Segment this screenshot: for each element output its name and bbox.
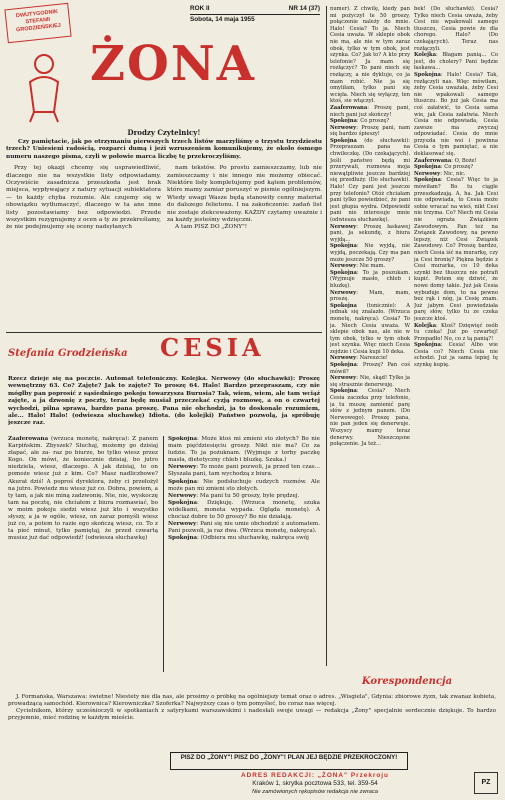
paragraph: Kolejka: Błagam panią... Co jest, do cholery? Pani będzie łaskawa...	[414, 52, 498, 72]
paragraph: Spokojna: Proszę? Pan coś mówił?	[330, 362, 410, 375]
paragraph: Zaaferowana: O, Boże!	[414, 157, 477, 164]
paragraph: Spokojna (do słuchawki): Przepraszam pana na chwileczkę. (Do czekających). Jeśli państwo będą mi przerywali, rozmowa moja niewątpliwie jeszcze bardziej się przedłuży. (Do słuchawki). Halo! Czy pani jest jeszcze przy telefonie? Otóż chciałam pani tylko powiedzieć, że pani jest głupia wydra. Odpowiedź pani nie interesuje mnie (odwiesza słuchawkę).	[330, 137, 410, 223]
paragraph: Nerwowy: Mam, mam, proszę.	[330, 289, 410, 303]
paragraph: Zaaferowana: Proszę pani, niech pani już skończy!	[330, 104, 410, 118]
article-author: Stefania Grodzieńska	[8, 348, 128, 359]
issue-number: NR 14 (37)	[288, 5, 320, 12]
editorial-address	[170, 772, 460, 796]
paragraph: Spokojna: Cesia! Albo wie Cesia co? Niech Cesia nie schodzi. Już ja sama lepiej tę szynkę kupię.	[414, 342, 498, 369]
paragraph: Nerwowy: Nie, skąd! Tylko ja się strasznie denerwuję.	[330, 375, 410, 388]
paragraph: Cycielnikom, którzy ucześnioczyli w spotkaniach z satyrykami warszawskimi i nadesłali swoje uwagi — redakcja „Żony" specjalnie serdecznie dziękuje. To bardzo przyjemnie, mieć rodzinę w każdym mieście.	[8, 708, 496, 721]
paragraph: Spokojna: Cesia? Niech Cesia zaczeka przy telefonie, ja tu muszę zamienić parę słów z jednym panem. (Do Nerwowego). Proszę pana, nie pan jeden się denerwuje. Wszyscy mamy teraz denerwy. Nieszczęsne połączenie. Ja też...	[330, 388, 410, 448]
paragraph: Spokojna: Nie wyjdą, nie wyjdą, poczekają. Czy ma pan może jeszcze 50 groszy?	[330, 243, 410, 263]
article-column-a	[8, 436, 158, 676]
correspondence-heading: Korespondencja	[361, 676, 453, 687]
article-title: CESIA	[160, 333, 265, 362]
paragraph: Nerwowy: Proszę pani, nam się bardzo śpieszy!	[330, 124, 410, 138]
paragraph: Nerwowy: Proszę łaskawej pani, ja sekundę, z biura wyjdą...	[330, 223, 410, 243]
woman-figure-illustration	[20, 52, 68, 124]
intro-heading: Drodzy Czytelnicy!	[127, 128, 201, 137]
intro-signature: A tam PISZ DO „ŻONY"!	[175, 224, 248, 231]
correspondence-body	[8, 694, 496, 750]
paragraph: Spokojna: To ja poszukam. (Wyjmuje masło, chleb i bluzkę).	[330, 269, 410, 289]
column-rule	[163, 436, 164, 672]
paragraph: Spokojna: Co proszę?	[330, 118, 390, 125]
magazine-logo: ŻONA	[90, 36, 256, 92]
paragraph: Spokojna: (Odbiera mu słuchawkę, nakręca swój	[168, 535, 309, 542]
paragraph: Zaaferowana (wrzuca monetę, nakręca): Z panem Karpińskim. Zbyszek? Słuchaj, możemy go dzisiaj złapać, ale za- raz po biurze, bo tylko wiesz przez Kogo. On mówi, że koniecznie dzisiaj, bo jutro niedziela, wiesz, dlaczego. A jak dzisiaj, to on pomoże wiesz już z kim. Co? Masz nadliczbowe? Akurat dziś! A poproś dyrektora, żeby ci przełożył na jutro. Powiedz mu wiesz już co. Dobra, powiem, a ty tam, a jak nie miną zadzwonię. Nie, nie, wyskoczę tam na pocztę, nie chciałem z biura rozmawiać, bo w moim pokoju siedzi wiesz już kto i wszystko słyszy, a ja w ogóle, wiesz, on zaraz pomyśli wiesz już co, a potem to razie ego skończą wiesz, co. To z ta pieć minut, tylko pamiętaj, że przed czwartą musisz już dać odpowiedź! (odwiesza słuchawkę)	[8, 436, 158, 542]
paragraph: Nerwowy: Pani się nie umie obchodzić z automatem. Pani pozwoli, ja raz dwa. (Wrzuca monetę, nakręca).	[168, 521, 320, 535]
article-column-d	[414, 6, 498, 674]
paragraph: Spokojna: Co proszę?	[414, 164, 474, 171]
weekly-badge: DWUTYGODNIK STEFANII GRODZIEŃSKIEJ	[4, 3, 71, 44]
paragraph: Spokojna: Nie podsłuchuje cudzych rozmów. Ale może pan mi zmieni sto złotych.	[168, 478, 320, 492]
paragraph: numer). Z chwilę, kiedy pan mi pożyczył te 50 groszy, połączenie należy do mnie. Halo! Cesia? To ja. Niech Cesia uważa. W sklepie obok nie ma, ale nie w tym zaraz obok, tylko w tym obok, jest szynka. Co? Jak to? A kto przy telefonie? Ja mam się rozłączyć? To pani niech się rozłączy, a nie dyktuje, co ja mam robić. Nie ja się omyliłam, tylko pani się wcięła. Niech się wyłączy, ten ktoś, sie wtączył.	[330, 6, 410, 105]
paragraph: Nerwowy: Nic, nic.	[414, 170, 466, 177]
address-line-3: Nie zamówionych rękopisów redakcja nie zwraca	[252, 789, 378, 795]
paragraph: Nerwowy: Nie mam.	[330, 263, 386, 270]
article-column-c	[330, 6, 410, 674]
intro-col2: nam tekstów. Po prostu zamieszczamy, lub nie zamieszczamy i nie innego nie możemy obiecać. Niektóre listy kompletujemy pod kątem problemów, które mamy zamiar poruszyć w pismie ogólniejszym. Wtedy uwagi Wasze będą stanowiły cenny materiał do dalszego felietonu. I na zakończenie: zadań list nie zostaje zlekceważony. KAŻDY czytamy uważnie i za każdy jesteśmy wdzięczni.	[167, 165, 322, 224]
paragraph: Spokojna (tonicznie): A jednak się znalazło. (Wrzuca monetę, nakręca). Cesia? To ja. Niech Cesia uważa. W sklepie obok nas, ale nie w tym obok, tylko w tym obok jest szynka. Więc niech Cesia zejdzie i Cesia kupi 10 deka.	[330, 302, 410, 355]
article-lead: Rzecz dzieje się na poczcie. Automat telefoniczny. Kolejka. Nerwowy (do słuchawki): Proszę wewnętrzny 63. Co? Zajęte? Jak to zajęte? To proszę 64. Halo! Bardzo przepraszam, czy nie mógłby pan poprosić z sąsiedniego pokoju towarzysza Burusia? Tak, wiem, wiem, ale tam wciąż zajęte, a ja dzwonię z poczty, teraz będę musiał przeczekać cyzją rozmowę, a on o czwartej wychodzi, pilna sprawa, bardzo pana proszę. Pana nie obchodzi, ja to doskonale rozumiem, ale... Halo! Halo! (odwiesza słuchawkę) Idiota. (do kolejki) Państwo pozwolą, ja spróbuję jeszcze raz.	[8, 376, 320, 427]
issue-info	[190, 4, 320, 24]
paragraph: Nerwowy: Ma pani tu 50 groszy, byle prędzej.	[168, 492, 300, 499]
column-rule	[326, 6, 327, 666]
paragraph: J. Formańska, Warszawa: świetne! Niestety nie dla nas, ale prosimy o próbkę na ogólniejszy temat oraz o adres. „Wisgiela", Gdynia: zbiorowe żyzn, tak zwanaz kobieta, prowadzącą samochód. Kierownica? Kierowniczka? Szoferka? Najwyższy czas o tym pomyśleć, bo coraz nas więcej.	[8, 694, 496, 707]
paragraph: Spokojna: Może ktoś mi zmieni sto złotych? Bo nie mam pięćdziesięciu groszy. Nikt nie ma? Co za ludzie. To ja pożuknam. (Wyjmuje z torby paczkę masła, dietetyczny chleb i bluzkę. Szuka.)	[168, 436, 320, 464]
address-line-1: ADRES REDAKCJI: „ŻONA" Przekroju	[241, 772, 389, 779]
intro-col1: Przy tej okazji chcemy się usprawiedliwić, dlaczego nie na wszystkie listy odpowiadamy. Oczywiście zasadnicza przeszkoda jest brak miejsca, wypływający z natury sytuacji subiektatora — to każdy chyba rozumie. Ale czujemy się w obowiązku wytłumaczyć, dlaczego w ta ane inne listy pozostawiamy bez odpowiedzi. Przede wszystkim rezygnujemy z ocen a ty ze przekreślamy, że nie podejmujemy się oceny nadsyłanych	[6, 165, 161, 231]
issue-year: ROK II	[190, 5, 210, 12]
paragraph: Spokojna: Dziękuję. (Wrzuca monetę, szuka widelkami, moneta wypada. Ogląda monetę). A chociaż dobre to 50 groszy? Bo nie działają.	[168, 499, 320, 521]
paragraph: bek! (Do słuchawki). Cesia? Tylko niech Cesia uważa, żeby Cesi nie wpakowali samego tłuszczu, Cesia powie że dla chorego. Halo? (Do czekających). Teraz nas rozłączyli.	[414, 6, 498, 52]
publisher-mark: PZ	[474, 772, 498, 794]
issue-date: Sobota, 14 maja 1955	[190, 16, 255, 23]
paragraph: Kolejka: Ktoś? Dzięwięć osób tu czeka! Już po czwartej! Przepadło! No, co z tą panią?!	[414, 322, 498, 342]
editorial-intro	[6, 128, 322, 328]
paragraph: Nerwowy: To może pani pozwoli, ja przed ten czas... Słyszała pani, tam wychodzą z biura.	[168, 464, 320, 478]
intro-lead: Czy pamiętacie, jak po otrzymaniu pierwszych trzech listów marzyliśmy o trzystu trzydziestu trzech? Uniesieni radością, rozparci dumą i jeżi wzruszeniem komunikujemy, że około ósmego numeru naszego pisma, czyli w połowie marca liczbę tę przekroczyliśmy.	[6, 139, 322, 160]
paragraph: Spokojna: Cesia? Więc to ja mówiłam? Bo tu ciągle przeszkadzają. A, ha. Jak Cesi nie odpowiada, to Cesia może sobie wracać na wieś, nikt Cesi nie trzyma. Co? Niech mi Cesia nie ograża Związkiem Zawodowym. Pan też na Związek Zawodowy, na pewno lepszy, niż Cesi Związek Zawodowy. Co? Proszę bardzo, niech Cesia iść na murarkę, czy ja Cesi bronię? Piękna będzie z Cesi murarka, co 10 deka szynki bez tłuszczu nie potrafi kupić. Potem się dziwić, że nowe domy takie. Już jak Cesia wybuduje dom, to na pewno bez rąk i nóg, ja Cesię znam. Już jabym Cesi powiedziała parę słów, tylko tu ze czeka jeszcze ktoś.	[414, 177, 498, 322]
paragraph: Spokojna: Halo! Cesia? Tak, rozłączyli nas. Więc mówiłam, żeby Cesia uważała, żeby Cesi nie wpakowali samego tłuszczu. Bo już jak Cesia ma coś załatwić, to Cesia sama wie, jak Cesia załatwia. Niech Cesia nie odpowiada, Cesia zawsze ma zwyczaj odpowiadać. Cesia do mnie przyszła nie wsi i powinna Cesia o tym pamiętać, a nie deklasować się.	[414, 71, 498, 158]
article-column-b	[168, 436, 320, 676]
paragraph: Nerwowy: Nareszcie!	[330, 355, 388, 362]
address-line-2: Kraków 1, skrytka pocztowa 533, tel. 359-54	[252, 780, 378, 787]
write-to-us-box: PISZ DO „ŻONY"! PISZ DO „ŻONY"! PLAN JEJ BĘDZIE PRZEKROCZONY!	[170, 752, 408, 770]
